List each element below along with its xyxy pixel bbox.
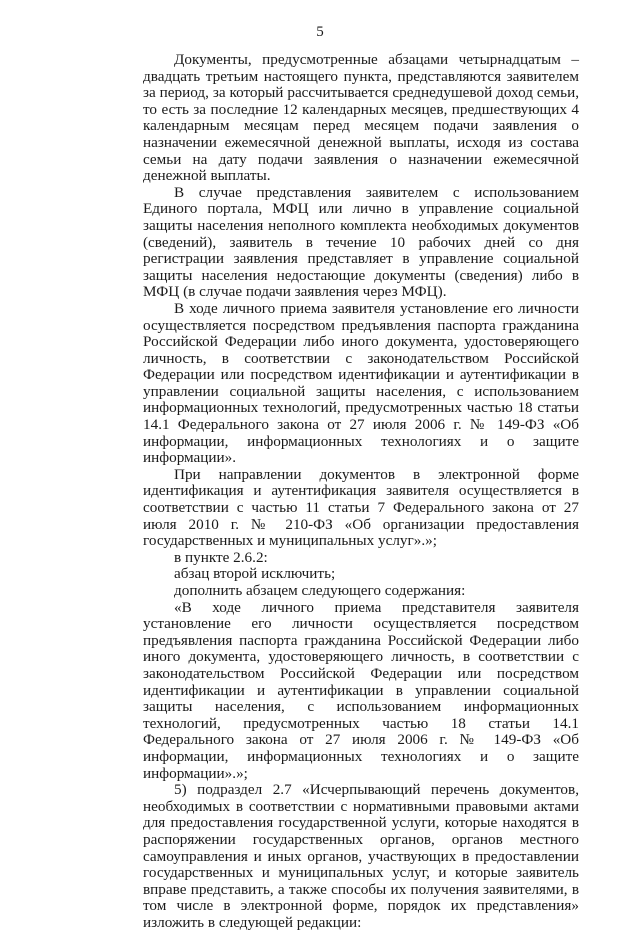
paragraph-incomplete-documents: В случае представления заявителем с использованием Единого портала, МФЦ или лично в управление социальной защиты населения неполного комплекта необходимых документов (сведений), заявитель в течение 10 рабочих дней со дня регистрации заявления представляет в управление социальной защиты населения недостающие документы (сведения) либо в МФЦ (в случае подачи заявления через МФЦ). (143, 183, 579, 301)
paragraph-documents-period: Документы, предусмотренные абзацами четырнадцатым – двадцать третьим настоящего пункта, представляются заявителем за период, за который рассчитывается среднедушевой доход семьи, то есть за последние 12 календарных месяцев, предшествующих 4 календарным месяцам перед месяцем подачи заявления о назначении ежемесячной денежной выплаты, исходя из состава семьи на дату подачи заявления о назначении ежемесячной денежной выплаты. (143, 51, 579, 185)
paragraph-identity-representative: «В ходе личного приема представителя заявителя установление его личности осуществляется посредством предъявления паспорта гражданина Российской Федерации либо иного документа, удостоверяющего личность, в соответствии с законодательством Российской Федерации или посредством идентификации и аутентификации в управлении социальной защиты населения, с использованием информационных технологий, предусмотренных частью 18 статьи 14.1 Федерального закона от 27 июля 2006 г. № 149-ФЗ «Об информации, информационных технологиях и о защите информации».»; (143, 598, 579, 782)
paragraph-electronic-identification: При направлении документов в электронной форме идентификация и аутентификация заявителя осуществляется в соответствии с частью 11 статьи 7 Федерального закона от 27 июля 2010 г. № 210-ФЗ «Об организации предоставления государственных и муниципальных услуг».»; (143, 465, 579, 550)
paragraph-exclude-second: абзац второй исключить; (174, 565, 336, 583)
paragraph-add-paragraph: дополнить абзацем следующего содержания: (174, 582, 466, 599)
page-number: 5 (316, 24, 324, 40)
paragraph-subsection-2-7: 5) подраздел 2.7 «Исчерпывающий перечень документов, необходимых в соответствии с нормативными правовыми актами для предоставления государственной услуги, которые находятся в распоряжении государственных органов, органов местного самоуправления и иных органов, участвующих в предоставлении государственных и муниципальных услуг, и которые заявитель вправе представить, а также способы их получения заявителями, в том числе в электронной форме, порядок их представления» изложить в следующей редакции: (143, 781, 579, 931)
paragraph-clause-2-6-2: в пункте 2.6.2: (174, 548, 268, 566)
paragraph-identity-applicant: В ходе личного приема заявителя установление его личности осуществляется посредством предъявления паспорта гражданина Российской Федерации либо иного документа, удостоверяющего личность, в соответствии с законодательством Российской Федерации или посредством идентификации и аутентификации в управлении социальной защиты населения, с использованием информационных технологий, предусмотренных частью 18 статьи 14.1 Федерального закона от 27 июля 2006 г. № 149-ФЗ «Об информации, информационных технологиях и о защите информации». (143, 299, 579, 467)
document-body (143, 52, 579, 931)
